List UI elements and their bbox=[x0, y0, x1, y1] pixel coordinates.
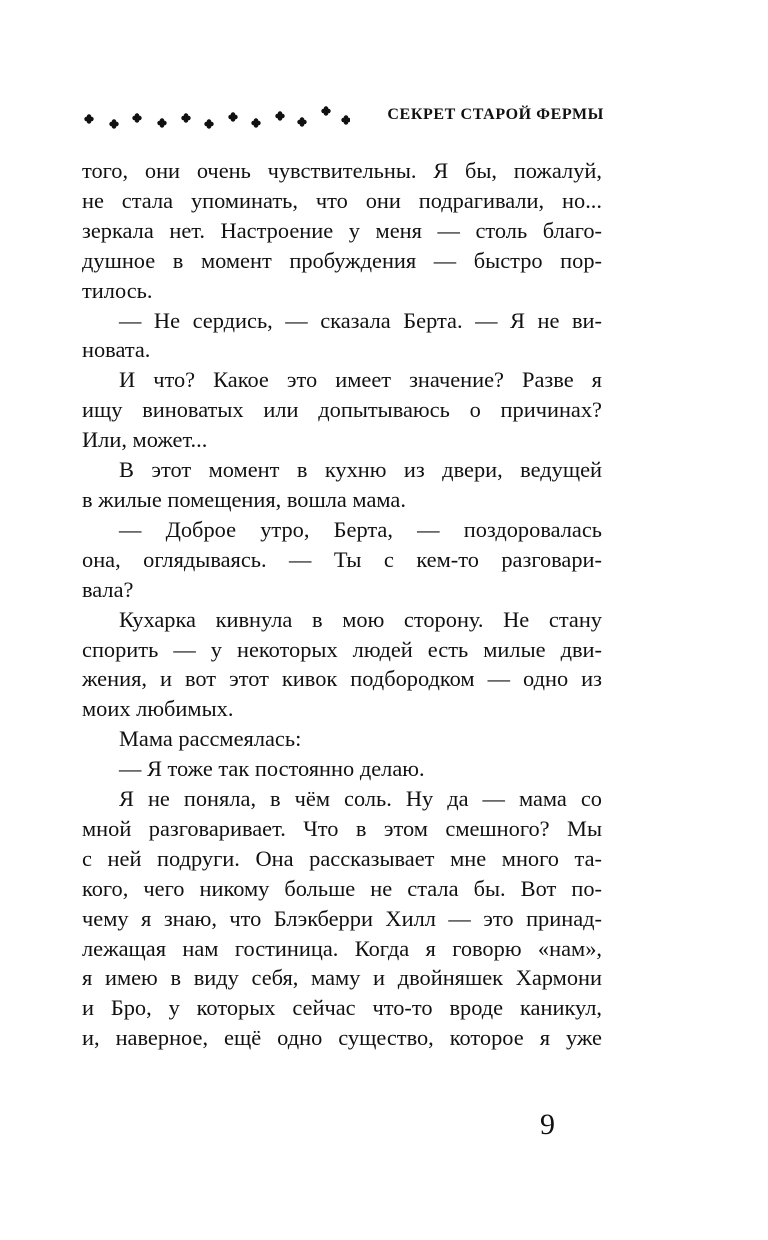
body-text bbox=[82, 156, 602, 1053]
text-line: душное в момент пробуждения — быстро пор- bbox=[82, 247, 602, 273]
text-line: того, они очень чувствительны. Я бы, пожалуй, bbox=[82, 158, 602, 183]
blackberry-dot-icon bbox=[84, 114, 93, 123]
blackberry-dot-icon bbox=[228, 112, 237, 121]
text-line: с ней подруги. Она рассказывает мне много та- bbox=[82, 845, 602, 871]
text-line: я имею в виду себя, маму и двойняшек Хармони bbox=[82, 965, 602, 991]
text-line: кого, чего никому больше не стала бы. Вот по- bbox=[82, 875, 602, 901]
text-line: В этот момент в кухню из двери, ведущей bbox=[119, 457, 602, 483]
text-line: в жилые помещения, вошла мама. bbox=[82, 486, 406, 512]
blackberry-dot-icon bbox=[204, 119, 213, 128]
text-line: ищу виноватых или допытываюсь о причинах? bbox=[82, 397, 602, 423]
text-line: тилось. bbox=[82, 277, 153, 303]
text-line: и Бро, у которых сейчас что-то вроде каникул, bbox=[82, 995, 602, 1021]
blackberry-dot-icon bbox=[132, 113, 141, 122]
text-line: не стала упоминать, что они подрагивали, но... bbox=[82, 187, 602, 213]
text-line: спорить — у некоторых людей есть милые дви- bbox=[82, 636, 602, 662]
text-line: Мама рассмеялась: bbox=[119, 726, 302, 752]
text-line: Или, может... bbox=[82, 427, 208, 453]
text-line: лежащая нам гостиница. Когда я говорю «нам», bbox=[82, 935, 602, 961]
blackberry-dot-icon bbox=[321, 106, 330, 115]
blackberry-dot-icon bbox=[109, 119, 118, 128]
text-line: новата. bbox=[82, 337, 151, 363]
blackberry-dot-icon bbox=[251, 118, 260, 127]
text-line: моих любимых. bbox=[82, 696, 234, 722]
blackberry-dot-icon bbox=[275, 111, 284, 120]
text-line: мной разговаривает. Что в этом смешного? Мы bbox=[82, 815, 602, 841]
text-line: жения, и вот этот кивок подбородком — одно из bbox=[82, 666, 602, 692]
text-line: чему я знаю, что Блэкберри Хилл — это принад- bbox=[82, 905, 602, 931]
text-line: Кухарка кивнула в мою сторону. Не стану bbox=[119, 606, 602, 632]
text-line: Я не поняла, в чём соль. Ну да — мама со bbox=[119, 786, 602, 812]
text-line: — Я тоже так постоянно делаю. bbox=[119, 756, 425, 782]
text-line: она, оглядываясь. — Ты с кем-то разговари- bbox=[82, 546, 602, 572]
page-number: 9 bbox=[540, 1108, 555, 1141]
running-title: СЕКРЕТ СТАРОЙ ФЕРМЫ bbox=[387, 106, 604, 123]
text-line: — Не сердись, — сказала Берта. — Я не ви- bbox=[119, 307, 602, 333]
text-line: И что? Какое это имеет значение? Разве я bbox=[119, 367, 602, 393]
blackberry-ornament-icon bbox=[80, 100, 350, 132]
text-line: — Доброе утро, Берта, — поздоровалась bbox=[119, 516, 602, 542]
blackberry-dot-icon bbox=[341, 115, 350, 124]
blackberry-dot-icon bbox=[181, 113, 190, 122]
blackberry-dot-icon bbox=[157, 118, 166, 127]
text-line: вала? bbox=[82, 576, 134, 602]
running-header bbox=[80, 100, 604, 132]
text-line: и, наверное, ещё одно существо, которое я уже bbox=[82, 1025, 602, 1051]
blackberry-dot-icon bbox=[297, 117, 306, 126]
text-line: зеркала нет. Настроение у меня — столь благо- bbox=[82, 217, 602, 243]
